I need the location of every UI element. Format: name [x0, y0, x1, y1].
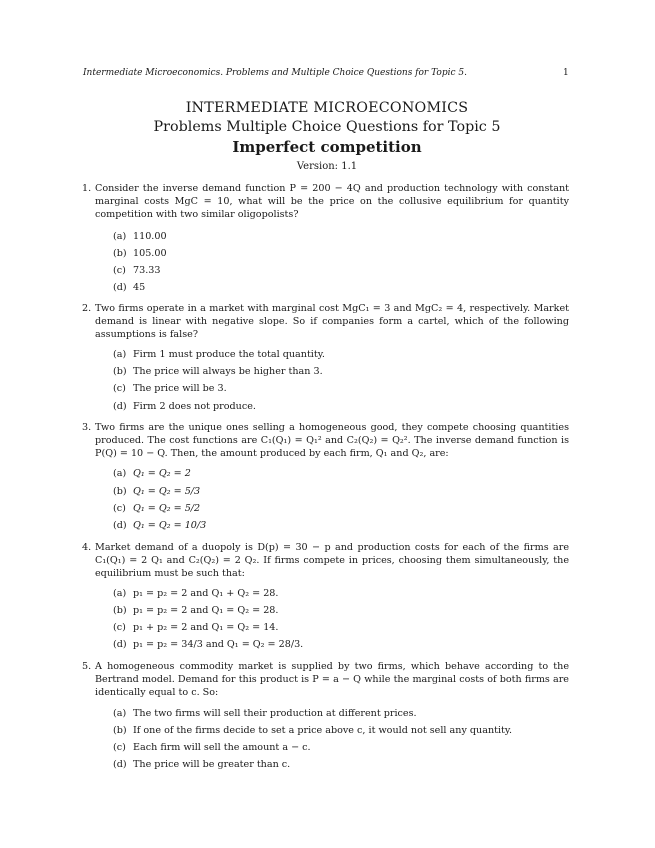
option-label: (d) [113, 639, 127, 650]
option-text: If one of the firms decide to set a price above c, it would not sell any quantity. [133, 725, 513, 736]
question-5 [82, 660, 569, 699]
option-4c [113, 621, 553, 634]
question-text: Two firms are the unique ones selling a homogeneous good, they compete choosing quantities produced. The cost functions are C₁(Q₁) = Q₁² and C₂(Q₂) = Q₂². The inverse demand function is P(Q) = 10 − Q. Then, the amount produced by each firm, Q₁ and Q₂, are: [95, 422, 569, 459]
option-5b [113, 724, 553, 737]
option-4d [113, 638, 553, 651]
question-number: 4. [82, 542, 92, 553]
option-label: (a) [113, 349, 127, 360]
version-label: Version: 1.1 [296, 161, 358, 172]
option-1d [113, 281, 553, 294]
option-2d [113, 400, 553, 413]
subtitle: Problems Multiple Choice Questions for Topic 5 [153, 119, 501, 135]
option-text: Q₁ = Q₂ = 5/2 [133, 503, 201, 514]
option-text: 110.00 [133, 231, 167, 242]
option-text: 105.00 [133, 248, 167, 259]
option-3a [113, 467, 553, 480]
option-text: p₁ = p₂ = 2 and Q₁ = Q₂ = 28. [133, 605, 279, 616]
question-text: Market demand of a duopoly is D(p) = 30 − p and production costs for each of the firms are C₁(Q₁) = 2 Q₁ and C₂(Q₂) = 2 Q₂. If firms compete in prices, choosing them simultaneously, the equilibrium must be such that: [95, 542, 569, 579]
option-1c [113, 264, 553, 277]
option-text: Firm 2 does not produce. [133, 401, 256, 412]
question-3 [82, 421, 569, 460]
option-4a [113, 587, 553, 600]
option-text: Q₁ = Q₂ = 2 [133, 468, 191, 479]
option-label: (d) [113, 401, 127, 412]
question-text: Consider the inverse demand function P = 200 − 4Q and production technology with constant marginal costs MgC = 10, what will be the price on the collusive equilibrium for quantity competition with two similar oligopolists? [95, 183, 569, 220]
option-2b [113, 365, 553, 378]
option-3c [113, 502, 553, 515]
option-label: (b) [113, 486, 127, 497]
option-text: The price will be 3. [133, 383, 227, 394]
option-label: (c) [113, 383, 126, 394]
option-label: (c) [113, 622, 126, 633]
option-2c [113, 382, 553, 395]
option-text: 45 [133, 282, 146, 293]
option-text: p₁ + p₂ = 2 and Q₁ = Q₂ = 14. [133, 622, 279, 633]
option-5d [113, 758, 553, 771]
option-text: The price will be greater than c. [133, 759, 291, 770]
option-5c [113, 741, 553, 754]
question-number: 1. [82, 183, 92, 194]
page-number: 1 [563, 68, 569, 78]
question-1 [82, 182, 569, 221]
question-text: Two firms operate in a market with marginal cost MgC₁ = 3 and MgC₂ = 4, respectively. Market demand is linear with negative slope. So if companies form a cartel, which of the following assumptions is false? [95, 303, 569, 340]
question-number: 5. [82, 661, 92, 672]
option-3d [113, 519, 553, 532]
option-text: p₁ = p₂ = 34/3 and Q₁ = Q₂ = 28/3. [133, 639, 304, 650]
option-2a [113, 348, 553, 361]
option-text: The price will always be higher than 3. [133, 366, 323, 377]
question-2 [82, 302, 569, 341]
option-3b [113, 485, 553, 498]
option-label: (c) [113, 742, 126, 753]
option-label: (a) [113, 468, 127, 479]
option-label: (d) [113, 759, 127, 770]
option-text: Q₁ = Q₂ = 5/3 [133, 486, 201, 497]
title-block [83, 99, 571, 174]
option-text: p₁ = p₂ = 2 and Q₁ + Q₂ = 28. [133, 588, 279, 599]
course-title: INTERMEDIATE MICROECONOMICS [185, 100, 469, 116]
option-text: Q₁ = Q₂ = 10/3 [133, 520, 207, 531]
option-label: (b) [113, 248, 127, 259]
option-label: (b) [113, 725, 127, 736]
question-4 [82, 541, 569, 580]
option-label: (b) [113, 605, 127, 616]
running-header: Intermediate Microeconomics. Problems and Multiple Choice Questions for Topic 5. [83, 68, 467, 78]
option-label: (c) [113, 265, 126, 276]
option-4b [113, 604, 553, 617]
question-number: 2. [82, 303, 92, 314]
option-label: (a) [113, 231, 127, 242]
option-text: Firm 1 must produce the total quantity. [133, 349, 325, 360]
option-text: Each firm will sell the amount a − c. [133, 742, 311, 753]
option-label: (a) [113, 588, 127, 599]
option-1a [113, 230, 553, 243]
option-label: (d) [113, 282, 127, 293]
question-number: 3. [82, 422, 92, 433]
option-label: (c) [113, 503, 126, 514]
option-5a [113, 707, 553, 720]
question-text: A homogeneous commodity market is supplied by two firms, which behave according to the Bertrand model. Demand for this product is P = a − Q while the marginal costs of both firms are identically equal to c. So: [95, 661, 569, 698]
option-1b [113, 247, 553, 260]
option-label: (b) [113, 366, 127, 377]
option-label: (a) [113, 708, 127, 719]
option-text: The two firms will sell their production at different prices. [133, 708, 417, 719]
option-text: 73.33 [133, 265, 161, 276]
option-label: (d) [113, 520, 127, 531]
topic-title: Imperfect competition [232, 138, 422, 156]
